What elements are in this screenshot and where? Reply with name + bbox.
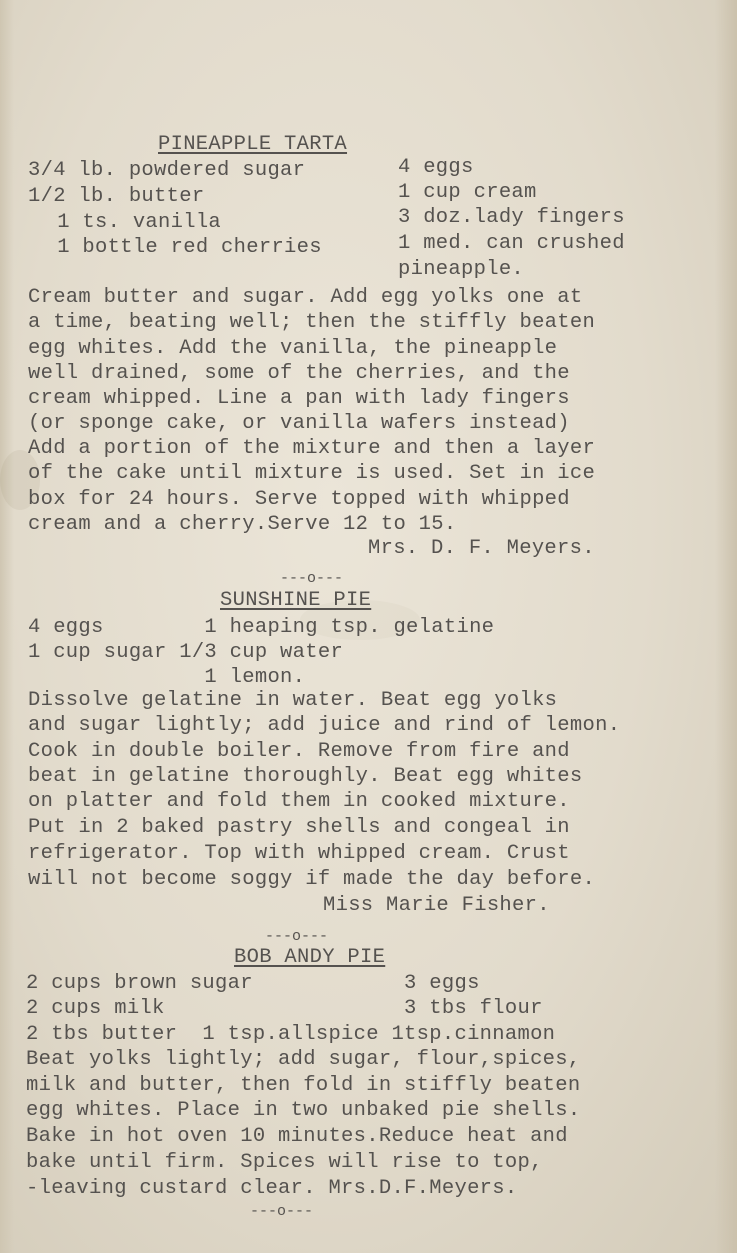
recipe-author: Mrs. D. F. Meyers. (368, 537, 595, 560)
direction-line: Add a portion of the mixture and then a layer (28, 437, 596, 460)
ingredient: 2 cups brown sugar 3 eggs (26, 972, 480, 995)
direction-line: and sugar lightly; add juice and rind of lemon. (28, 714, 621, 737)
ingredient: 4 eggs (398, 156, 474, 179)
ingredient: 3/4 lb. powdered sugar (28, 159, 306, 182)
direction-line: beat in gelatine thoroughly. Beat egg whites (28, 765, 583, 788)
ingredient: 1 cup sugar 1/3 cup water (28, 641, 344, 664)
ingredient: 2 cups milk 3 tbs flour (26, 997, 543, 1020)
direction-line: a time, beating well; then the stiffly beaten (28, 311, 596, 334)
direction-line: Beat yolks lightly; add sugar, flour,spices, (26, 1048, 581, 1071)
direction-line: egg whites. Place in two unbaked pie shells. (26, 1099, 581, 1122)
direction-line: well drained, some of the cherries, and the (28, 362, 570, 385)
ingredient: 1 ts. vanilla (32, 211, 222, 234)
recipe-author: Miss Marie Fisher. (323, 894, 550, 917)
direction-line: cream and a cherry.Serve 12 to 15. (28, 513, 457, 536)
ingredient: 1 med. can crushed (398, 232, 625, 255)
direction-line: of the cake until mixture is used. Set in ice (28, 462, 596, 485)
direction-line: box for 24 hours. Serve topped with whipped (28, 488, 570, 511)
direction-line: Cream butter and sugar. Add egg yolks one at (28, 286, 583, 309)
direction-line: cream whipped. Line a pan with lady fingers (28, 387, 570, 410)
direction-line: Dissolve gelatine in water. Beat egg yolks (28, 689, 558, 712)
direction-line: -leaving custard clear. Mrs.D.F.Meyers. (26, 1177, 518, 1200)
direction-line: egg whites. Add the vanilla, the pineapple (28, 337, 558, 360)
section-separator: ---o--- (265, 928, 329, 945)
ingredient: 2 tbs butter 1 tsp.allspice 1tsp.cinnamon (26, 1023, 556, 1046)
section-separator: ---o--- (250, 1203, 314, 1220)
recipe-title: PINEAPPLE TARTA (158, 133, 348, 156)
direction-line: Cook in double boiler. Remove from fire and (28, 740, 570, 763)
direction-line: will not become soggy if made the day before. (28, 868, 596, 891)
ingredient: 4 eggs 1 heaping tsp. gelatine (28, 616, 495, 639)
direction-line: refrigerator. Top with whipped cream. Crust (28, 842, 570, 865)
direction-line: bake until firm. Spices will rise to top, (26, 1151, 543, 1174)
direction-line: Put in 2 baked pastry shells and congeal in (28, 816, 570, 839)
ingredient: 1 cup cream (398, 181, 537, 204)
ingredient: 1 bottle red cherries (32, 236, 322, 259)
recipe-title: BOB ANDY PIE (234, 946, 386, 969)
ingredient: 1 lemon. (28, 666, 306, 689)
direction-line: (or sponge cake, or vanilla wafers instead) (28, 412, 570, 435)
ingredient: 3 doz.lady fingers (398, 206, 625, 229)
ingredient: pineapple. (398, 258, 525, 281)
direction-line: Bake in hot oven 10 minutes.Reduce heat and (26, 1125, 568, 1148)
direction-line: on platter and fold them in cooked mixture. (28, 790, 570, 813)
recipe-title: SUNSHINE PIE (220, 589, 372, 612)
ingredient: 1/2 lb. butter (28, 185, 205, 208)
direction-line: milk and butter, then fold in stiffly beaten (26, 1074, 581, 1097)
section-separator: ---o--- (280, 570, 344, 587)
